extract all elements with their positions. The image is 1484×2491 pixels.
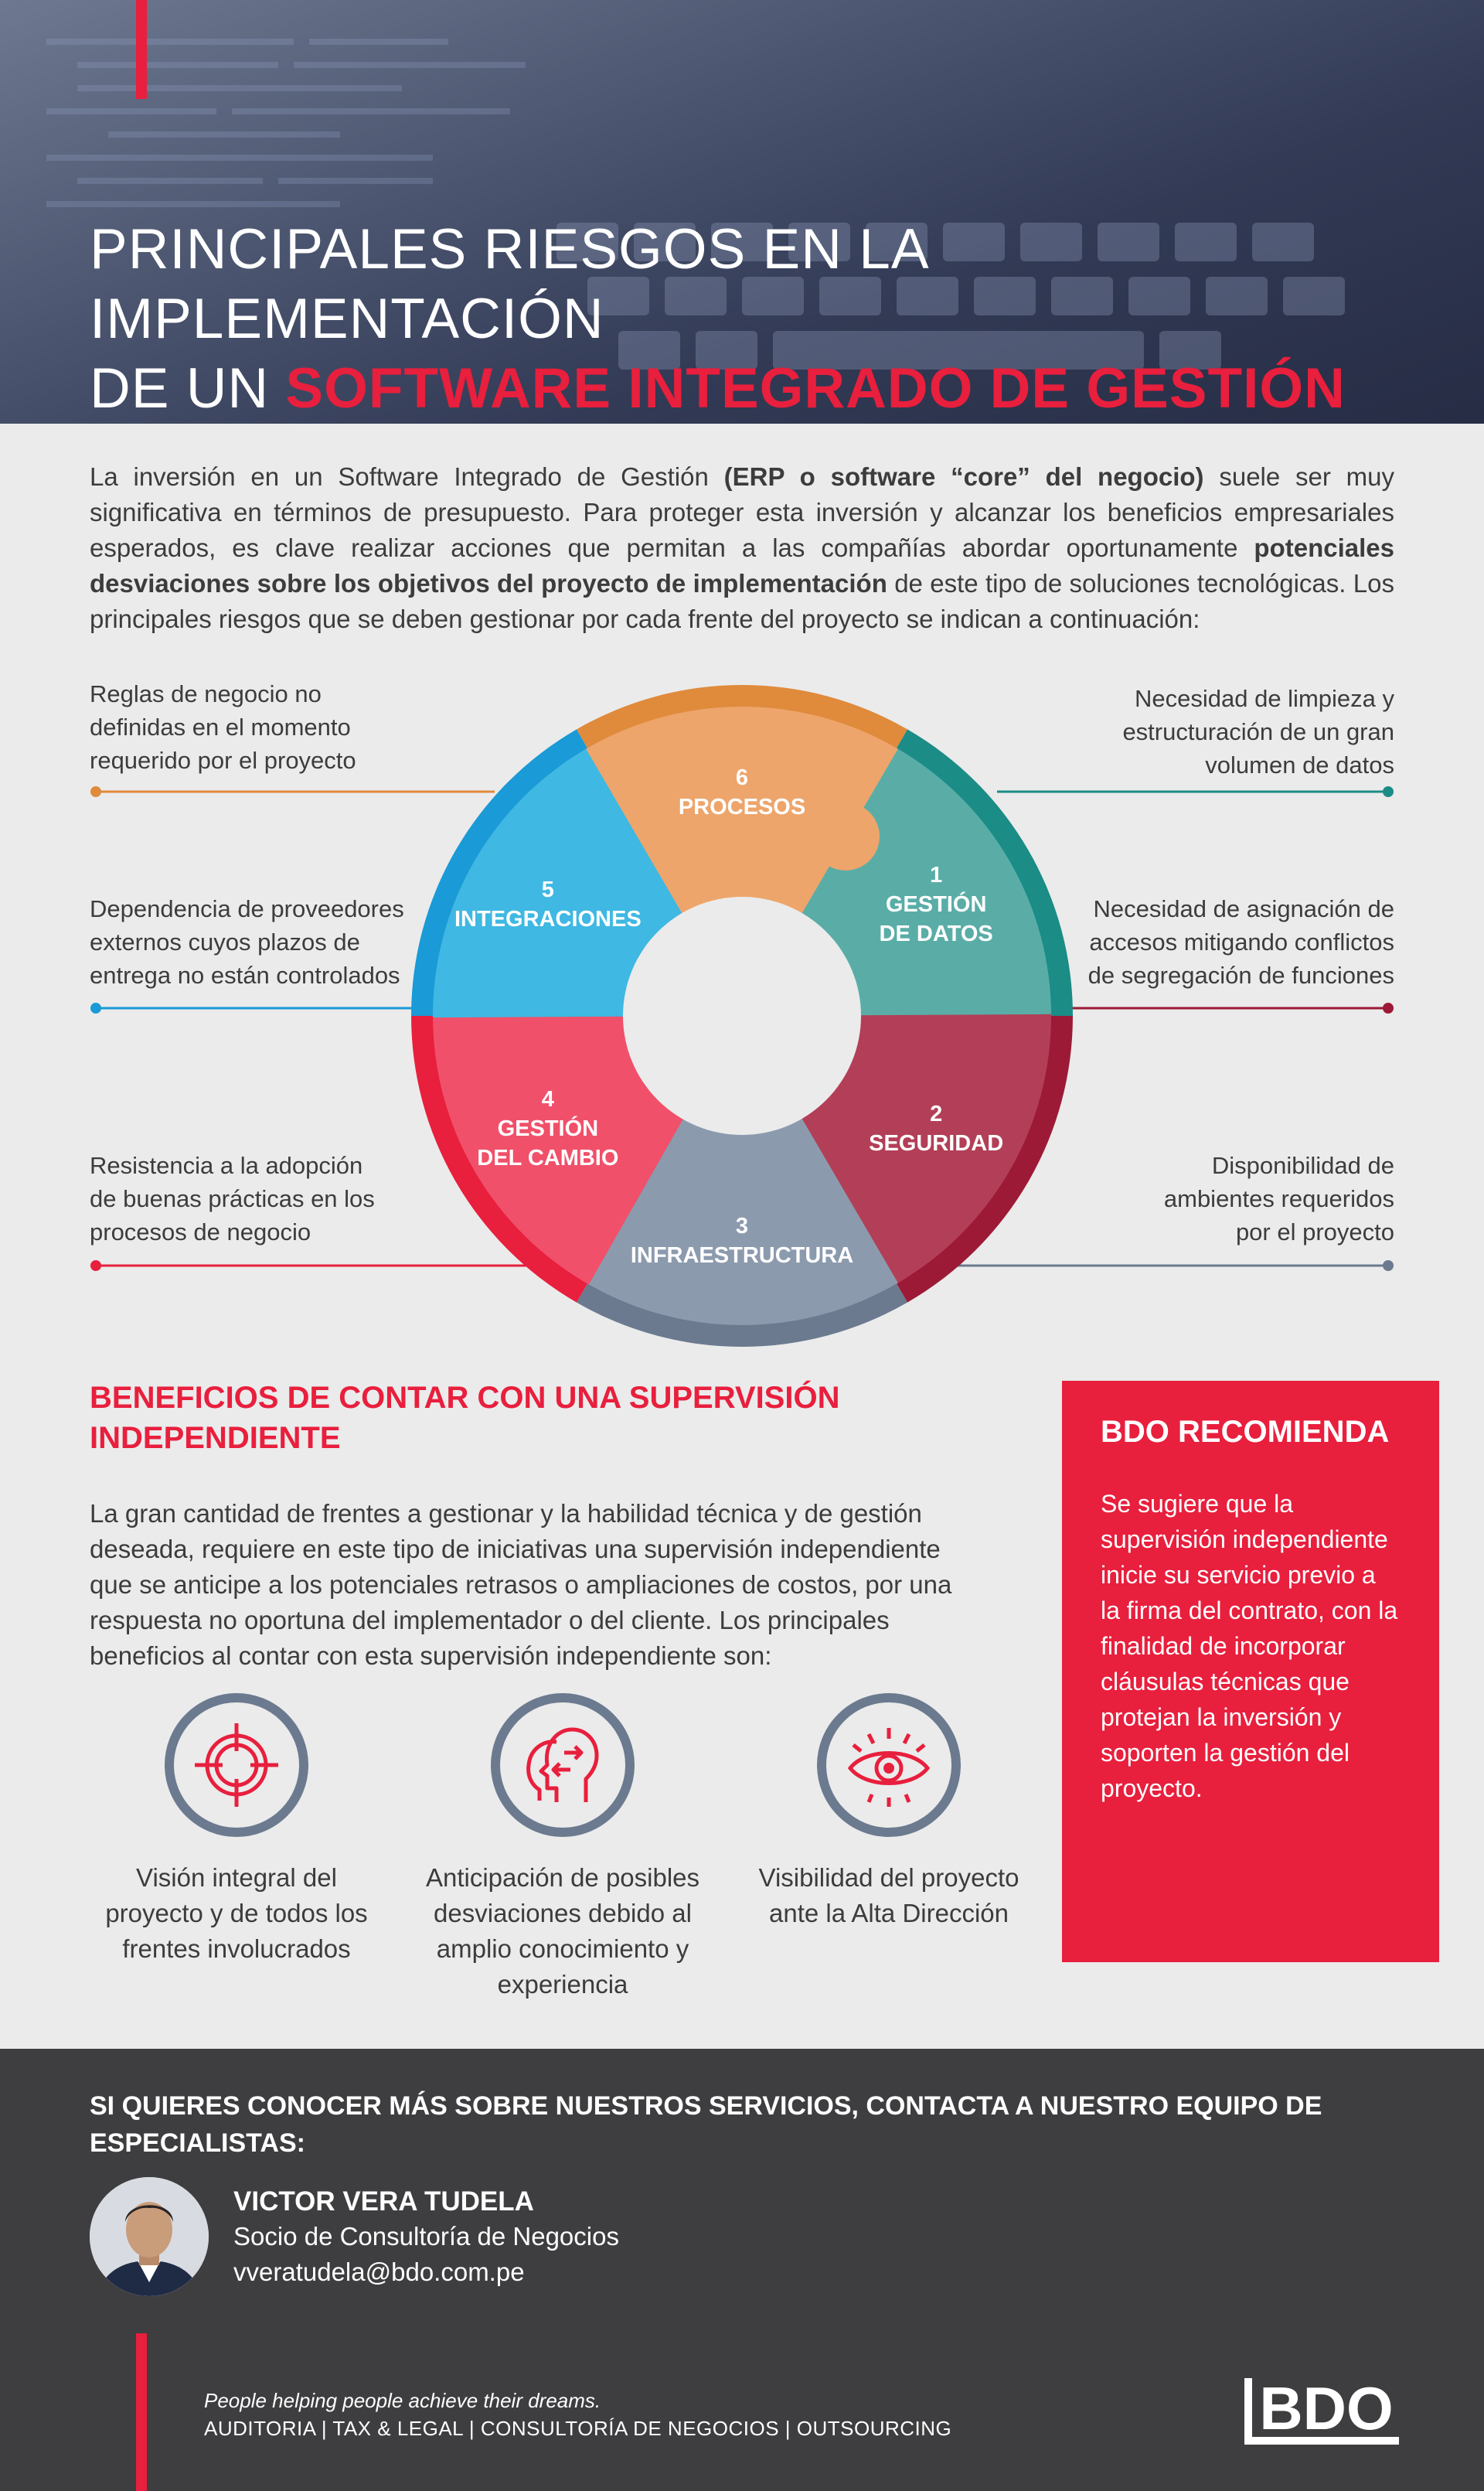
risk-security [1088, 892, 1394, 992]
wheel-segment-label: 6 [735, 765, 749, 790]
risk-line: requerido por el proyecto [90, 747, 356, 774]
company-tagline: People helping people achieve their dreams. [204, 2389, 601, 2412]
risk-infrastructure [1164, 1149, 1394, 1249]
contact-name: VICTOR VERA TUDELA [233, 2186, 534, 2217]
intro-text-1: La inversión en un Software Integrado de Gestión [90, 462, 724, 491]
intro-text-2: suele ser muy significativa en términos de presupuesto. Para proteger esta inversión y alcanzar los beneficios empresariales esperados, es clave realizar acciones que permitan a las compañías abordar oportunamente [90, 462, 1394, 562]
intro-bold-2: potenciales desviaciones sobre los objetivos del proyecto de implementación [90, 533, 1394, 598]
risk-line: entrega no están controlados [90, 962, 400, 989]
risk-line: definidas en el momento [90, 714, 351, 741]
risk-line: de segregación de funciones [1087, 962, 1394, 989]
intro-paragraph [90, 459, 1394, 637]
avatar [90, 2177, 209, 2296]
benefit-item [90, 1693, 383, 1967]
benefit-icon-circle [491, 1693, 635, 1837]
wheel-segment-label: 3 [735, 1214, 749, 1239]
benefit-text: Anticipación de posibles desviaciones debido al amplio conocimiento y experiencia [425, 1863, 700, 1999]
risk-line: procesos de negocio [90, 1218, 311, 1246]
risk-line: Necesidad de asignación de [1093, 895, 1394, 922]
risk-change-management [90, 1149, 375, 1249]
benefit-text: Visibilidad del proyecto ante la Alta Dirección [758, 1863, 1019, 1927]
wheel-segment-label: PROCESOS [678, 795, 806, 820]
project-fronts-wheel [411, 685, 1073, 1347]
intro-text-3: de este tipo de soluciones tecnológicas. Los principales riesgos que se deben gestionar por cada frente del proyecto se indican a continuación: [90, 569, 1394, 633]
risk-line: Necesidad de limpieza y [1134, 685, 1394, 712]
intro-bold-1: (ERP o software “core” del negocio) [723, 462, 1204, 491]
person-photo-icon [90, 2177, 209, 2296]
accent-bar [136, 0, 147, 99]
title-highlight: SOFTWARE INTEGRADO DE GESTIÓN [285, 357, 1346, 420]
benefit-icon-circle [817, 1693, 961, 1837]
risk-integrations [90, 892, 404, 992]
heads-icon [516, 1719, 609, 1811]
hero-banner [0, 0, 1484, 424]
risk-line: ambientes requeridos [1163, 1185, 1394, 1212]
bdo-logo [1243, 2372, 1407, 2449]
wheel-segment-label: 4 [541, 1087, 554, 1112]
wheel-segment-label: 2 [930, 1102, 943, 1126]
contact-footer [0, 2049, 1484, 2491]
target-icon [190, 1719, 283, 1811]
risk-data-management [1122, 682, 1394, 782]
risk-line: accesos mitigando conflictos [1089, 929, 1394, 956]
recommendation-box [1062, 1381, 1439, 1962]
risk-line: Reglas de negocio no [90, 680, 322, 707]
benefit-text: Visión integral del proyecto y de todos los frentes involucrados [105, 1863, 368, 1963]
risk-line: Dependencia de proveedores [90, 895, 404, 922]
risk-line: Resistencia a la adopción [90, 1152, 363, 1179]
benefit-item [742, 1693, 1036, 1931]
contact-email-link[interactable]: vveratudela@bdo.com.pe [233, 2258, 525, 2286]
contact-role: Socio de Consultoría de Negocios [233, 2222, 619, 2251]
risk-line: externos cuyos plazos de [90, 929, 360, 956]
wheel-segment-wave [812, 803, 880, 871]
wheel-segment-label: DEL CAMBIO [477, 1146, 619, 1171]
wheel-segment-label: DE DATOS [879, 922, 993, 946]
wheel-segment-label: GESTIÓN [885, 892, 987, 917]
wheel-segment-label: 1 [930, 863, 943, 888]
services-list: AUDITORIA | TAX & LEGAL | CONSULTORÍA DE NEGOCIOS | OUTSOURCING [204, 2417, 952, 2440]
risk-line: Disponibilidad de [1211, 1152, 1394, 1179]
title-line-2-prefix: DE UN [90, 357, 286, 420]
benefit-item [416, 1693, 710, 2002]
title-line-1: PRINCIPALES RIESGOS EN LA IMPLEMENTACIÓN [90, 218, 927, 350]
benefit-icon-circle [165, 1693, 308, 1837]
wheel-segment-label: 5 [541, 877, 554, 902]
benefits-text: La gran cantidad de frentes a gestionar y la habilidad técnica y de gestión deseada, requiere en este tipo de iniciativas una supervisión independiente que se anticipe a los potenciales retrasos o ampliaciones de costos, por una respuesta no oportuna del implementador o del cliente. Los principales beneficios al contar con esta supervisión independiente son: [90, 1499, 952, 1670]
recommendation-title: BDO RECOMIENDA [1101, 1415, 1390, 1449]
recommendation-text: Se sugiere que la supervisión independiente inicie su servicio previo a la firma del contrato, con la finalidad de incorporar cláusulas técnicas que protejan la inversión y soporten la gestión del proyecto. [1101, 1490, 1398, 1802]
risk-line: volumen de datos [1205, 751, 1394, 779]
wheel-center [623, 897, 861, 1135]
wheel-segment-label: SEGURIDAD [869, 1131, 1004, 1156]
logo-text: BDO [1259, 2374, 1394, 2442]
accent-bar [136, 2333, 147, 2491]
eye-icon [842, 1719, 935, 1811]
risk-processes [90, 677, 356, 777]
wheel-segment-label: INTEGRACIONES [454, 907, 642, 932]
page-title [90, 215, 1404, 424]
wheel-segment-label: GESTIÓN [497, 1116, 599, 1141]
risk-line: de buenas prácticas en los [90, 1185, 375, 1212]
benefits-title: BENEFICIOS DE CONTAR CON UNA SUPERVISIÓN INDEPENDIENTE [90, 1381, 840, 1455]
risk-line: por el proyecto [1235, 1218, 1394, 1246]
wheel-segment-label: INFRAESTRUCTURA [630, 1243, 854, 1268]
contact-call-to-action: SI QUIERES CONOCER MÁS SOBRE NUESTROS SERVICIOS, CONTACTA A NUESTRO EQUIPO DE ESPECIALISTAS: [90, 2091, 1322, 2158]
risk-line: estructuración de un gran [1122, 718, 1394, 745]
